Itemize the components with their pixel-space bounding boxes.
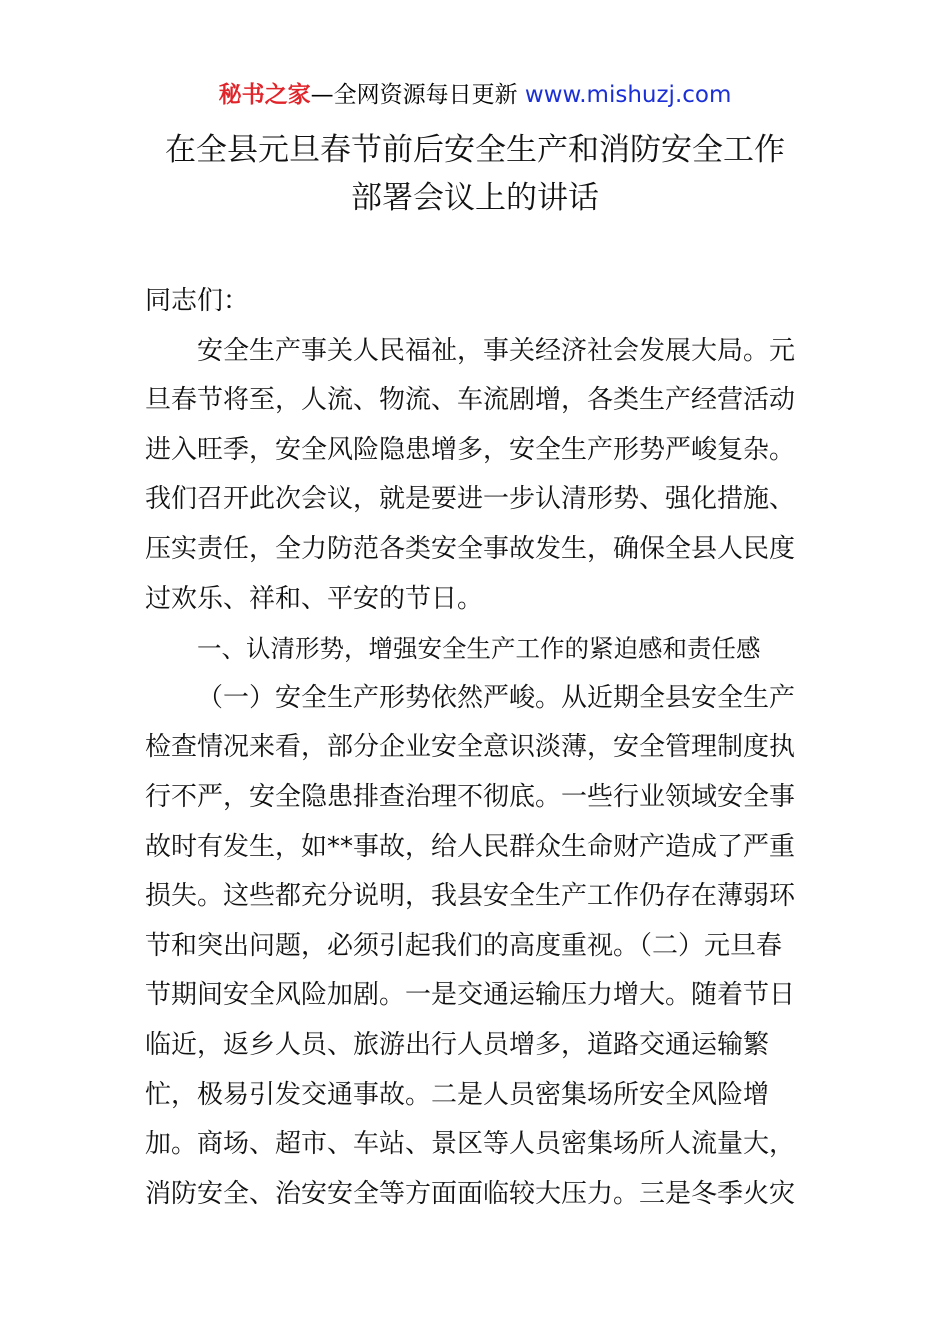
body-line: 忙，极易引发交通事故。二是人员密集场所安全风险增 bbox=[145, 1079, 770, 1110]
body-line: （一）安全生产形势依然严峻。从近期全县安全生产 bbox=[197, 682, 796, 713]
body-line: 消防安全、治安安全等方面面临较大压力。三是冬季火灾 bbox=[145, 1178, 796, 1209]
body-line: 临近，返乡人员、旅游出行人员增多，道路交通运输繁 bbox=[145, 1029, 770, 1060]
document-title bbox=[0, 126, 950, 222]
body-line: 损失。这些都充分说明，我县安全生产工作仍存在薄弱环 bbox=[145, 881, 796, 912]
body-line: 压实责任，全力防范各类安全事故发生，确保全县人民度 bbox=[145, 533, 796, 564]
header-tagline: —全网资源每日更新 bbox=[310, 82, 518, 108]
brand-name: 秘书之家 bbox=[218, 82, 311, 108]
body-line: 故时有发生，如**事故，给人民群众生命财产造成了严重 bbox=[145, 831, 796, 862]
body-line: 节和突出问题，必须引起我们的高度重视。（二）元旦春 bbox=[145, 930, 783, 961]
body-line: 我们召开此次会议，就是要进一步认清形势、强化措施、 bbox=[145, 484, 796, 515]
document-body bbox=[145, 277, 810, 1219]
body-line: 旦春节将至，人流、物流、车流剧增，各类生产经营活动 bbox=[145, 385, 796, 416]
body-line: 节期间安全风险加剧。一是交通运输压力增大。随着节日 bbox=[145, 980, 796, 1011]
body-line: 行不严，安全隐患排查治理不彻底。一些行业领域安全事 bbox=[145, 781, 796, 812]
body-line: 过欢乐、祥和、平安的节日。 bbox=[145, 583, 484, 614]
salutation: 同志们： bbox=[145, 286, 250, 316]
title-line-2: 部署会议上的讲话 bbox=[351, 180, 599, 216]
body-line: 检查情况来看，部分企业安全意识淡薄，安全管理制度执 bbox=[145, 732, 796, 763]
body-line: 加。商场、超市、车站、景区等人员密集场所人流量大， bbox=[145, 1129, 796, 1160]
site-url-link[interactable]: www.mishuzj.com bbox=[524, 82, 732, 108]
site-header bbox=[0, 80, 950, 110]
body-line: 进入旺季，安全风险隐患增多，安全生产形势严峻复杂。 bbox=[145, 434, 796, 465]
body-line: 安全生产事关人民福祉，事关经济社会发展大局。元 bbox=[197, 335, 796, 366]
section-heading: 一、认清形势，增强安全生产工作的紧迫感和责任感 bbox=[197, 634, 761, 664]
title-line-1: 在全县元旦春节前后安全生产和消防安全工作 bbox=[165, 132, 785, 168]
